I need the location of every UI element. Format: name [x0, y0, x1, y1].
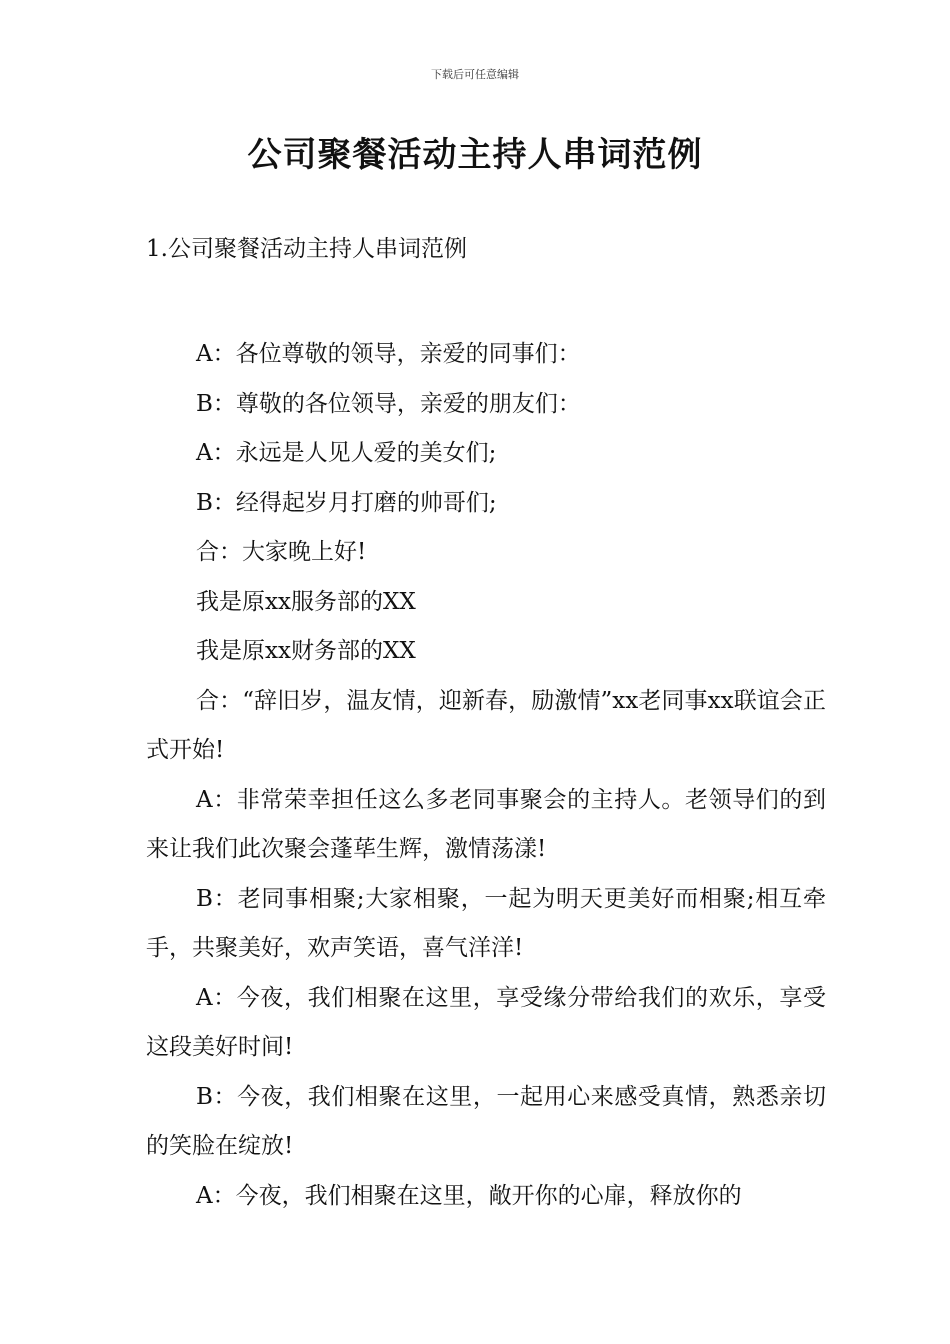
paragraph: B：老同事相聚;大家相聚，一起为明天更美好而相聚;相互牵手，共聚美好，欢声笑语，喜气洋洋! — [146, 885, 826, 961]
paragraph: 我是原xx服务部的XX — [196, 588, 416, 615]
document-title: 公司聚餐活动主持人串词范例 — [247, 135, 703, 175]
paragraph: A：今夜，我们相聚在这里，敞开你的心扉，释放你的 — [196, 1182, 742, 1209]
paragraph: 我是原xx财务部的XX — [196, 638, 416, 664]
section-heading: 1.公司聚餐活动主持人串词范例 — [146, 236, 467, 262]
paragraph: 合：“辞旧岁，温友情，迎新春，励激情”xx老同事xx联谊会正式开始! — [146, 687, 826, 763]
paragraph: 合：大家晚上好! — [196, 539, 367, 565]
document-body — [146, 330, 826, 1221]
paragraph: A：非常荣幸担任这么多老同事聚会的主持人。老领导们的到来让我们此次聚会蓬荜生辉，激情荡漾! — [146, 786, 826, 862]
paragraph: B：尊敬的各位领导，亲爱的朋友们： — [196, 390, 581, 417]
paragraph: A：各位尊敬的领导，亲爱的同事们： — [196, 341, 581, 367]
header-note: 下载后可任意编辑 — [431, 68, 519, 81]
paragraph: A：永远是人见人爱的美女们; — [196, 440, 497, 466]
paragraph: A：今夜，我们相聚在这里，享受缘分带给我们的欢乐，享受这段美好时间! — [146, 984, 826, 1060]
paragraph: B：今夜，我们相聚在这里，一起用心来感受真情，熟悉亲切的笑脸在绽放! — [146, 1083, 826, 1159]
paragraph: B：经得起岁月打磨的帅哥们; — [196, 489, 497, 516]
